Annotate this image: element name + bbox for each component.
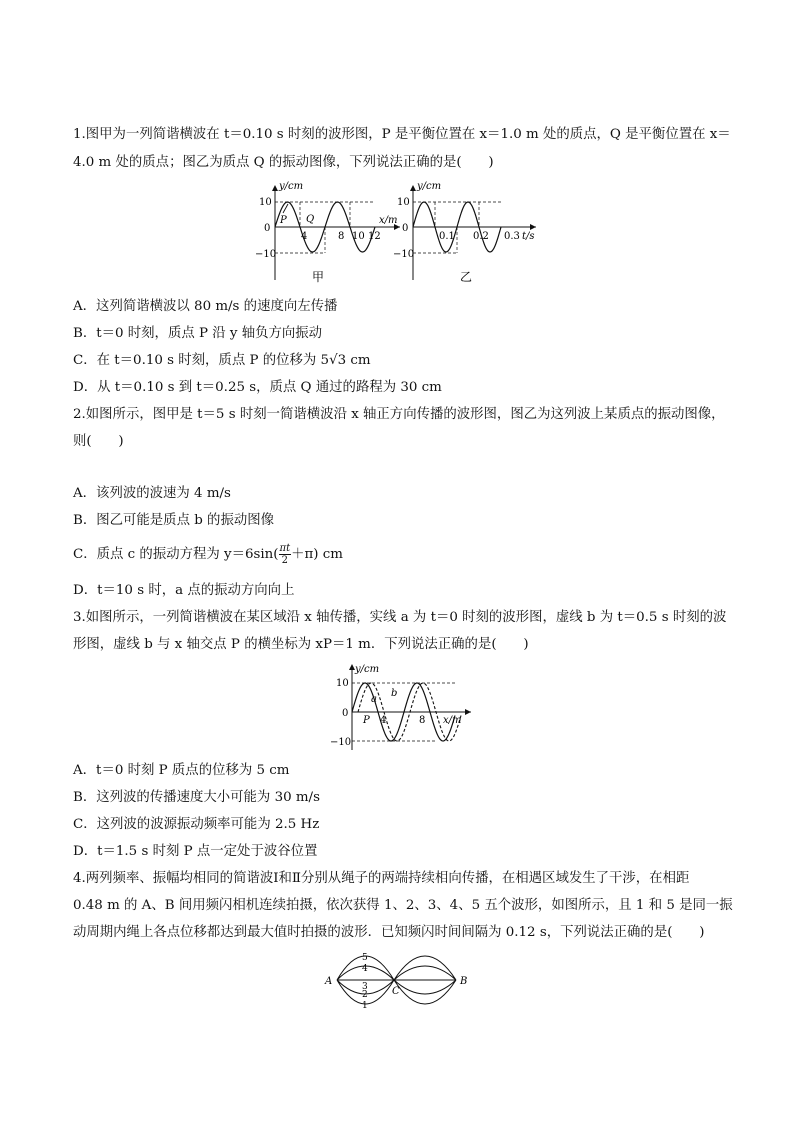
q3-ytick-0: 0 (342, 708, 349, 719)
q4-num-1: 1 (362, 1001, 368, 1010)
q3-figure-wave (325, 662, 475, 754)
q3-label-a: a (371, 694, 377, 705)
q2-option-a: A．该列波的波速为 4 m/s (73, 486, 231, 501)
q3-point-p: P (363, 715, 370, 726)
q4-stem-line3: 动周期内绳上各点位移都达到最大值时拍摄的波形．已知频闪时间间隔为 0.12 s，下列说法正确的是( ) (73, 925, 705, 940)
q1-right-ytick-neg10: −10 (393, 249, 415, 260)
q3-option-c: C．这列波的波源振动频率可能为 2.5 Hz (73, 817, 320, 832)
q3-ytick-10: 10 (336, 678, 349, 689)
q3-label-b: b (391, 688, 398, 699)
q1-option-c: C．在 t＝0.10 s 时刻，质点 P 的位移为 5√3 cm (73, 353, 371, 368)
q2-option-c-fraction (279, 543, 292, 566)
q2-option-c-denominator: 2 (281, 555, 288, 566)
q3-option-a: A．t＝0 时刻 P 质点的位移为 5 cm (73, 763, 290, 778)
q1-right-xtick-0.2: 0.2 (473, 231, 489, 242)
q1-stem-line1: 1.图甲为一列简谐横波在 t＝0.10 s 时刻的波形图，P 是平衡位置在 x＝1.0 m 处的质点，Q 是平衡位置在 x＝ (73, 127, 731, 142)
q1-left-ytick-0: 0 (264, 223, 271, 234)
q1-option-b: B．t＝0 时刻，质点 P 沿 y 轴负方向振动 (73, 326, 323, 341)
q3-ylabel: y/cm (355, 664, 380, 675)
q1-figure-vibration (393, 180, 543, 286)
q3-xlabel: x/m (443, 715, 462, 726)
q1-left-xtick-10: 10 (352, 231, 365, 242)
q1-left-xtick-12: 12 (368, 231, 381, 242)
q4-label-c: C (392, 986, 400, 997)
q1-left-xtick-8: 8 (338, 231, 345, 242)
q3-option-d: D．t＝1.5 s 时刻 P 点一定处于波谷位置 (73, 844, 318, 859)
q1-figure-wave (255, 180, 405, 286)
q4-num-3: 3 (362, 982, 368, 992)
q1-option-d: D．从 t＝0.10 s 到 t＝0.25 s，质点 Q 通过的路程为 30 cm (73, 380, 442, 395)
q2-stem-line1: 2.如图所示，图甲是 t＝5 s 时刻一简谐横波沿 x 轴正方向传播的波形图，图乙为这列波上某质点的振动图像， (73, 407, 725, 422)
q1-left-caption: 甲 (312, 270, 325, 284)
q3-ytick-neg10: −10 (330, 737, 352, 748)
q1-left-ytick-10: 10 (259, 197, 272, 208)
q2-option-c (73, 543, 723, 566)
q2-stem-line2: 则( ) (73, 434, 124, 449)
q1-option-a: A．这列简谐横波以 80 m/s 的速度向左传播 (73, 299, 338, 314)
q1-left-xtick-4: 4 (301, 231, 308, 242)
q2-option-b: B．图乙可能是质点 b 的振动图像 (73, 513, 275, 528)
q1-right-ylabel: y/cm (417, 181, 442, 192)
q1-left-ytick-neg10: −10 (255, 249, 277, 260)
q1-right-xtick-0.1: 0.1 (439, 231, 455, 242)
q1-stem-line2: 4.0 m 处的质点；图乙为质点 Q 的振动图像，下列说法正确的是( ) (73, 155, 494, 170)
q1-right-caption: 乙 (460, 270, 473, 284)
q4-figure-standing-wave (322, 950, 472, 1010)
q1-right-ytick-0: 0 (402, 223, 409, 234)
q4-num-4: 4 (362, 964, 368, 974)
q2-option-c-numerator: πt (279, 543, 291, 554)
q3-stem-line1: 3.如图所示，一列简谐横波在某区域沿 x 轴传播，实线 a 为 t＝0 时刻的波形图，虚线 b 为 t＝0.5 s 时刻的波 (73, 610, 727, 625)
q1-point-p: P (280, 215, 287, 226)
q1-right-xlabel: t/s (522, 231, 535, 242)
q3-option-b: B．这列波的传播速度大小可能为 30 m/s (73, 790, 320, 805)
q2-option-c-prefix: C．质点 c 的振动方程为 y＝6sin( (73, 547, 279, 562)
q1-right-xtick-0.3: 0.3 (504, 231, 520, 242)
q4-stem-line1: 4.两列频率、振幅均相同的简谐波Ⅰ和Ⅱ分别从绳子的两端持续相向传播，在相遇区域发生了干涉，在相距 (73, 871, 690, 886)
q3-xtick-4: 4 (380, 715, 387, 726)
q2-option-d: D．t＝10 s 时，a 点的振动方向向上 (73, 583, 295, 598)
q1-point-q: Q (306, 214, 315, 225)
q4-stem-line2: 0.48 m 的 A、B 间用频闪相机连续拍摄，依次获得 1、2、3、4、5 五个波形，如图所示，且 1 和 5 是同一振 (73, 898, 733, 913)
q2-option-c-suffix: ＋π) cm (291, 547, 343, 562)
q1-left-xlabel: x/m (379, 215, 398, 226)
q1-left-ylabel: y/cm (279, 181, 304, 192)
q4-num-5: 5 (362, 953, 368, 963)
q4-label-a: A (325, 976, 333, 987)
q4-num-2: 2 (362, 990, 368, 1000)
q3-stem-line2: 形图，虚线 b 与 x 轴交点 P 的横坐标为 xP＝1 m．下列说法正确的是( ) (73, 637, 529, 652)
q1-right-ytick-10: 10 (397, 197, 410, 208)
q3-xtick-8: 8 (419, 715, 426, 726)
q4-label-b: B (460, 976, 468, 987)
